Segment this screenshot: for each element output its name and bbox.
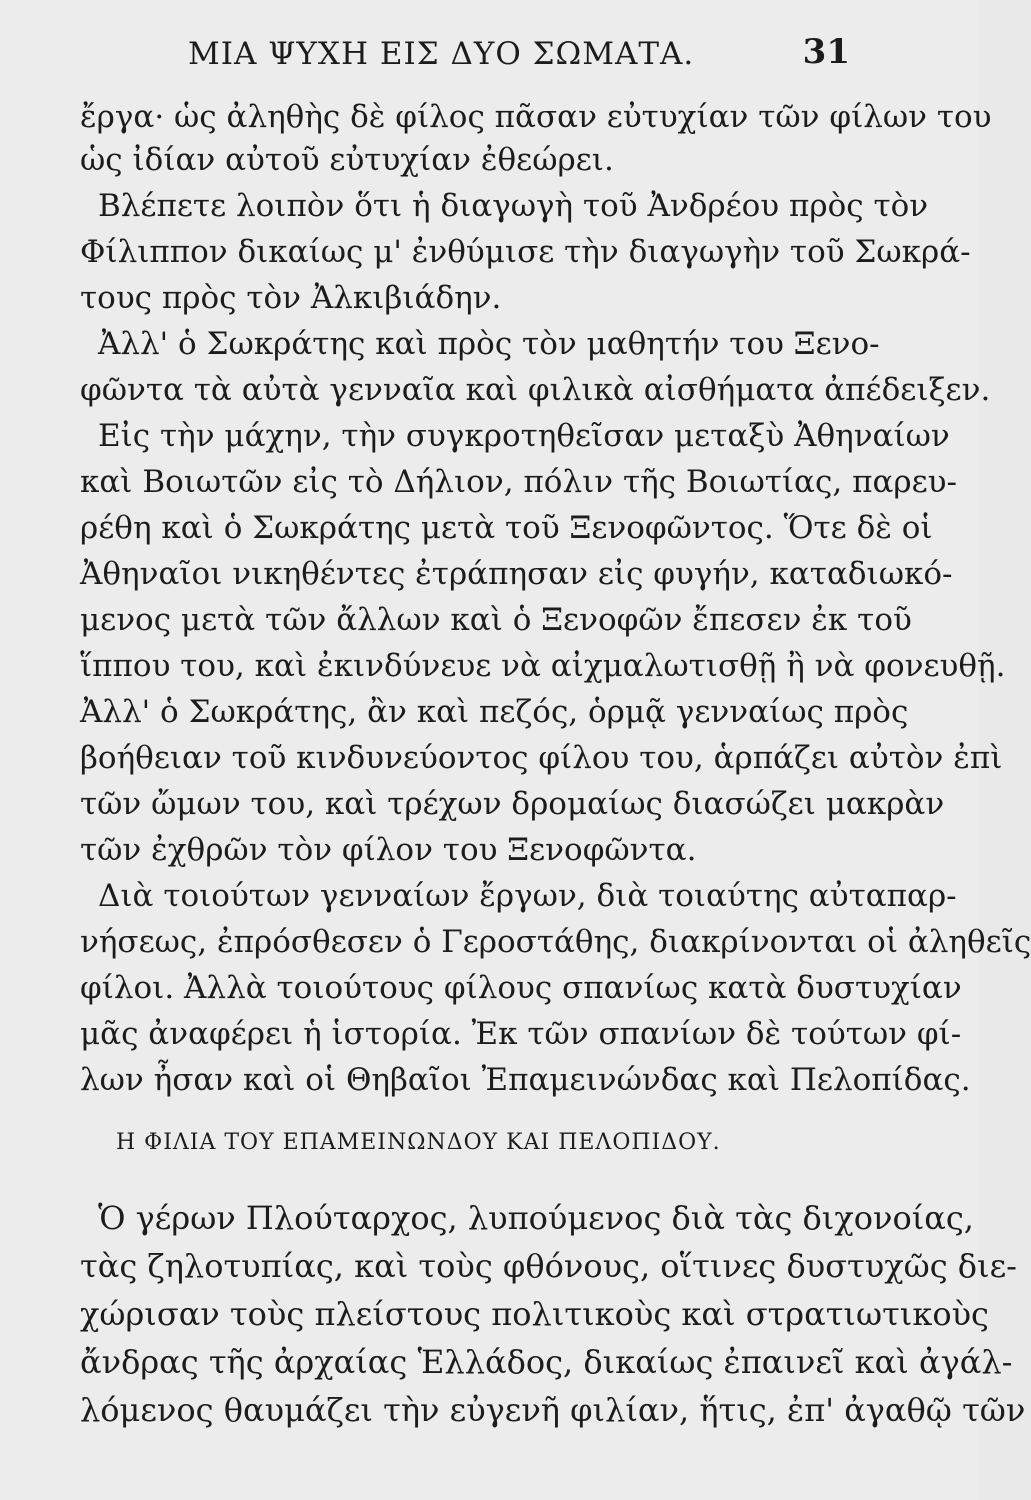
text-line: μενος μετὰ τῶν ἄλλων καὶ ὁ Ξενοφῶν ἔπεσεν ἐκ τοῦ [80,602,912,638]
text-line: τῶν ἐχθρῶν τὸν φίλον του Ξενοφῶντα. [80,832,697,868]
text-line: χώρισαν τοὺς πλείστους πολιτικοὺς καὶ στρατιωτικοὺς [80,1295,989,1333]
text-line: βοήθειαν τοῦ κινδυνεύοντος φίλου του, ἁρπάζει αὐτὸν ἐπὶ [80,740,1003,776]
section-heading: Η ΦΙΛΙΑ ΤΟΥ ΕΠΑΜΕΙΝΩΝΔΟΥ ΚΑΙ ΠΕΛΟΠΙΔΟΥ. [116,1130,721,1155]
text-line: Βλέπετε λοιπὸν ὅτι ἡ διαγωγὴ τοῦ Ἀνδρέου πρὸς τὸν [98,188,929,224]
text-line: Διὰ τοιούτων γενναίων ἔργων, διὰ τοιαύτης αὐταπαρ- [98,878,957,914]
text-line: καὶ Βοιωτῶν εἰς τὸ Δήλιον, πόλιν τῆς Βοιωτίας, παρευ- [80,464,957,500]
text-line: Εἰς τὴν μάχην, τὴν συγκροτηθεῖσαν μεταξὺ Ἀθηναίων [98,418,950,454]
text-line: τους πρὸς τὸν Ἀλκιβιάδην. [80,280,502,316]
text-line: τὰς ζηλοτυπίας, καὶ τοὺς φθόνους, οἵτινες δυστυχῶς διε- [80,1247,1017,1285]
running-head [60,28,850,88]
text-line: λων ἦσαν καὶ οἱ Θηβαῖοι Ἐπαμεινώνδας καὶ Πελοπίδας. [80,1062,971,1098]
text-line: Ἀθηναῖοι νικηθέντες ἐτράπησαν εἰς φυγήν, καταδιωκό- [80,556,953,592]
text-line: Φίλιππον δικαίως μ' ἐνθύμισε τὴν διαγωγὴν τοῦ Σωκρά- [80,234,971,270]
page-number: 31 [802,32,850,72]
text-line: τῶν ὤμων του, καὶ τρέχων δρομαίως διασώζει μακρὰν [80,786,945,822]
text-line: μᾶς ἀναφέρει ἡ ἱστορία. Ἐκ τῶν σπανίων δὲ τούτων φί- [80,1016,962,1052]
text-line: ἔργα· ὡς ἀληθὴς δὲ φίλος πᾶσαν εὐτυχίαν τῶν φίλων του [80,99,992,135]
text-line: Ἀλλ' ὁ Σωκράτης, ἂν καὶ πεζός, ὁρμᾷ γενναίως πρὸς [80,694,909,730]
text-line: ὡς ἰδίαν αὐτοῦ εὐτυχίαν ἐθεώρει. [80,142,614,178]
running-title: ΜΙΑ ΨΥΧΗ ΕΙΣ ΔΥΟ ΣΩΜΑΤΑ. [188,36,695,72]
text-line: ἵππου του, καὶ ἐκινδύνευε νὰ αἰχμαλωτισθῇ ἢ νὰ φονευθῇ. [80,648,1006,684]
text-line: λόμενος θαυμάζει τὴν εὐγενῆ φιλίαν, ἥτις, ἐπ' ἀγαθῷ τῶν [80,1391,1026,1429]
text-line: φῶντα τὰ αὐτὰ γενναῖα καὶ φιλικὰ αἰσθήματα ἀπέδειξεν. [80,372,991,408]
text-line: Ὁ γέρων Πλούταρχος, λυπούμενος διὰ τὰς διχονοίας, [98,1199,974,1237]
text-line: φίλοι. Ἀλλὰ τοιούτους φίλους σπανίως κατὰ δυστυχίαν [80,970,962,1006]
text-line: Ἀλλ' ὁ Σωκράτης καὶ πρὸς τὸν μαθητήν του Ξενο- [98,326,880,362]
text-line: νήσεως, ἐπρόσθεσεν ὁ Γεροστάθης, διακρίνονται οἱ ἀληθεῖς [80,924,1031,960]
text-line: ρέθη καὶ ὁ Σωκράτης μετὰ τοῦ Ξενοφῶντος. Ὅτε δὲ οἱ [80,510,933,546]
text-line: ἄνδρας τῆς ἀρχαίας Ἑλλάδος, δικαίως ἐπαινεῖ καὶ ἀγάλ- [80,1343,1013,1381]
